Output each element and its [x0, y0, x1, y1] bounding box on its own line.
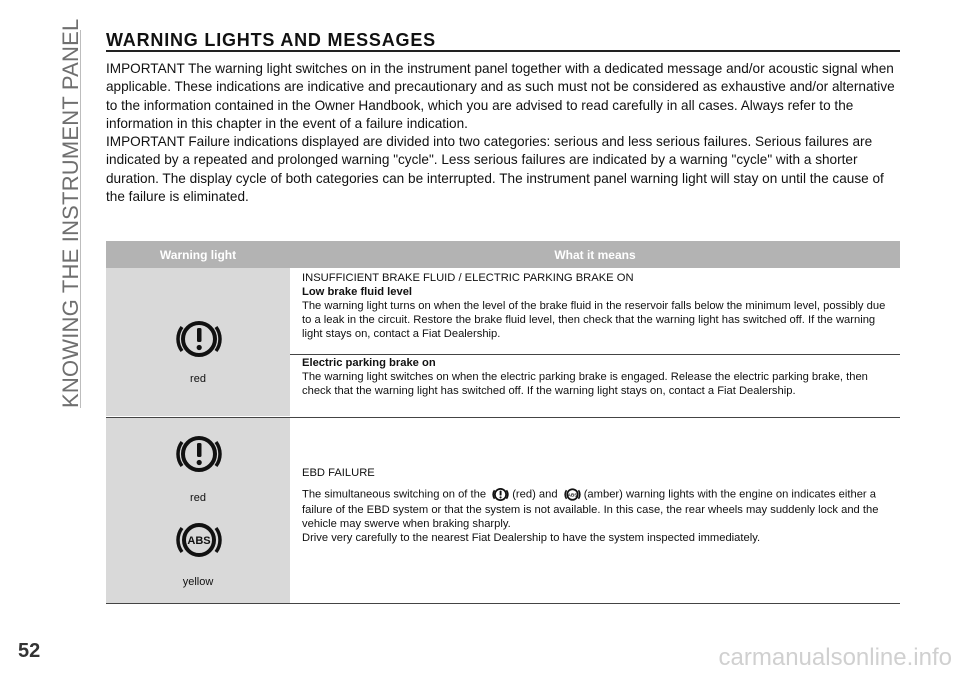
row-text: Drive very carefully to the nearest Fiat Dealership to have the system inspected immediately.	[302, 532, 761, 544]
row-title: INSUFFICIENT BRAKE FLUID / ELECTRIC PARKING BRAKE ON	[302, 272, 634, 284]
abs-icon-text: ABS	[567, 492, 578, 498]
icon-color-label: red	[190, 492, 206, 504]
important-paragraph-1: IMPORTANT The warning light switches on in the instrument panel together with a dedicated message and/or acoustic signal when applicable. These indications are indicative and precautionary and as such must not be considered as exhaustive and/or alternative to the information contained in the Owner Handbook, which you are advised to read carefully in all cases. Always refer to the information in this chapter in the event of a failure indication.	[106, 61, 895, 131]
important-paragraph-2: IMPORTANT Failure indications displayed are divided into two categories: serious and less serious failures. Serious failures are indicated by a repeated and prolonged warning "cycle". Less serious failures are indicated by a warning "cycle" with a shorter duration. The display cycle of both categories can be interrupted. The instrument panel warning light will stay on until the cause of the failure is eliminated.	[106, 134, 884, 204]
row-text	[302, 485, 892, 532]
text-segment: (red) and	[512, 488, 558, 501]
icon-color-label: red	[190, 373, 206, 385]
row-divider	[106, 603, 900, 604]
text-segment: The simultaneous switching on of the	[302, 488, 487, 501]
row-divider	[290, 354, 900, 355]
page-heading: WARNING LIGHTS AND MESSAGES	[106, 30, 436, 50]
section-text: The warning light switches on when the electric parking brake is engaged. Release the electric parking brake, then check that the warning light has switched off. If the warning light stays on, contact a Fiat Dealership.	[302, 371, 868, 397]
column-header-warning-light: Warning light	[159, 248, 237, 262]
page-number: 52	[18, 640, 41, 662]
heading-rule	[106, 50, 900, 52]
section-text: The warning light turns on when the level of the brake fluid in the reservoir falls below the minimum level, possibly due to a leak in the circuit. Restore the brake fluid level, then check that the warning light has switched off. If the warning light stays on, contact a Fiat Dealership.	[302, 300, 886, 340]
section-heading: Low brake fluid level	[302, 286, 413, 298]
brake-warning-icon	[491, 485, 510, 504]
abs-warning-icon	[563, 485, 582, 504]
icon-color-label: yellow	[182, 576, 214, 588]
brake-warning-icon	[172, 427, 226, 481]
column-header-meaning: What it means	[554, 248, 636, 262]
text-segment: (amber) warning lights with the engine on indicates either a failure of the EBD system or that the system is not available. In this case, the rear wheels may suddenly lock and the vehicle may swerve when braking sharply.	[302, 488, 879, 530]
section-heading: Electric parking brake on	[302, 357, 436, 369]
abs-warning-icon	[172, 513, 226, 567]
chapter-side-title: KNOWING THE INSTRUMENT PANEL	[58, 18, 83, 408]
watermark: carmanualsonline.info	[718, 644, 952, 671]
brake-warning-icon	[172, 312, 226, 366]
row-title: EBD FAILURE	[302, 467, 375, 479]
table-header	[106, 241, 900, 268]
abs-icon-text: ABS	[187, 535, 211, 547]
